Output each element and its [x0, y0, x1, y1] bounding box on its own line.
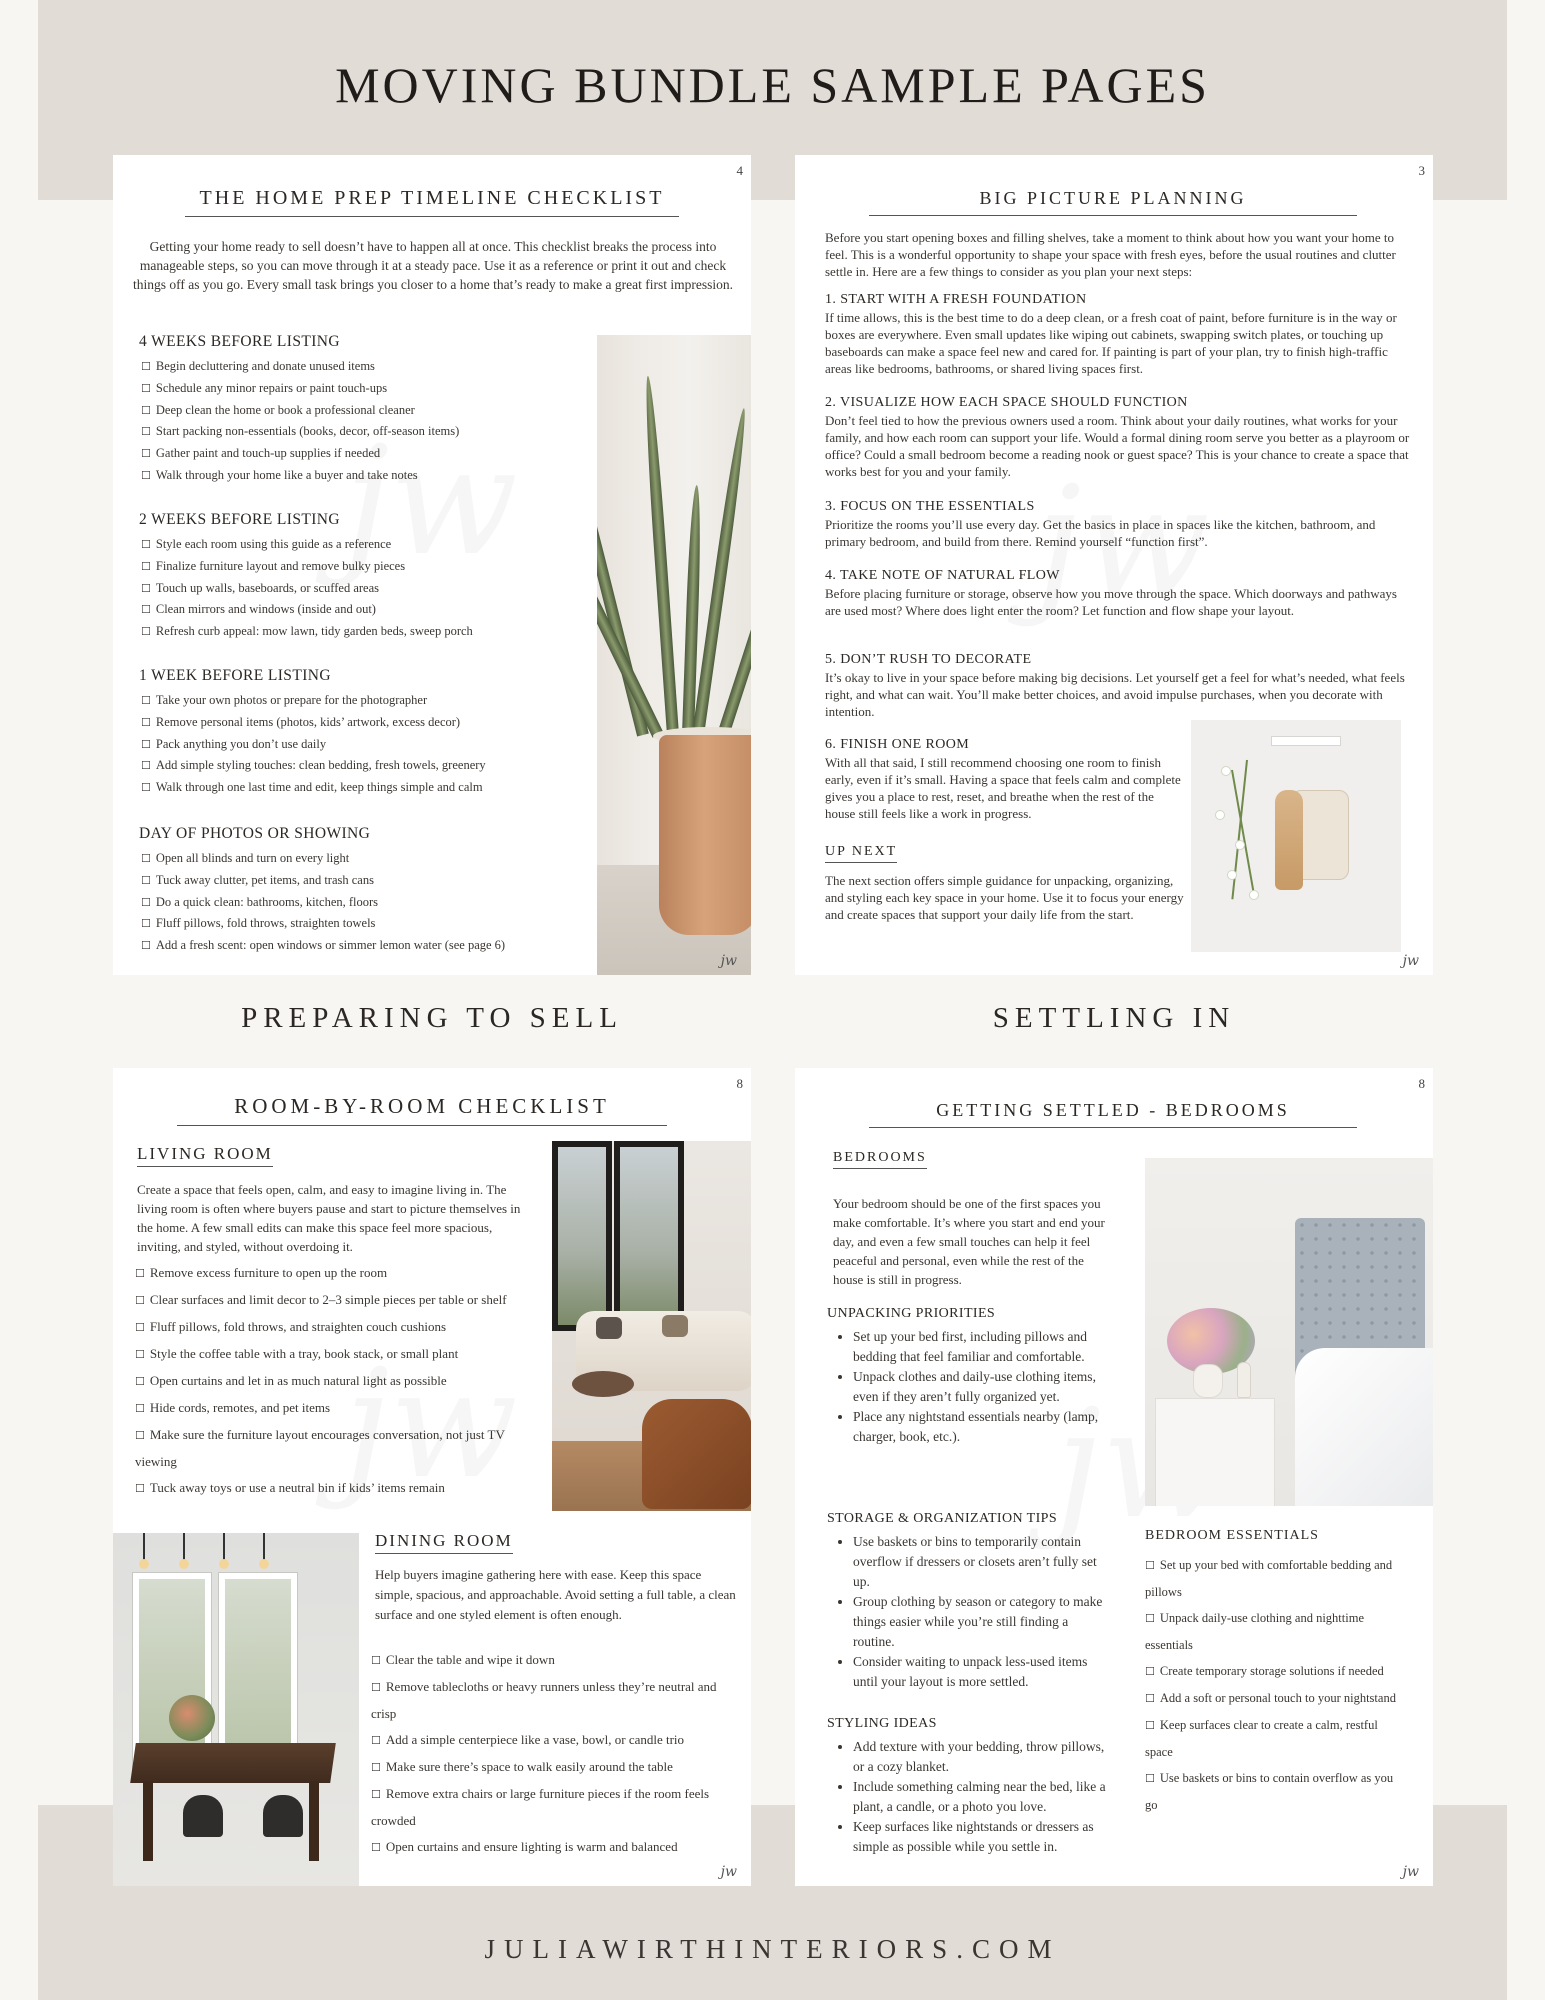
- living-room-intro: Create a space that feels open, calm, and easy to imagine living in. The living room is often where buyers pause and start to picture themselves in the home. A few small edits can make this space feel more spacious, inviting, and styled, without overdoing it.: [137, 1182, 521, 1254]
- group-heading: 2 WEEKS BEFORE LISTING: [139, 511, 340, 528]
- up-next-text: The next section offers simple guidance for unpacking, organizing, and styling each key space in your home. Use it to focus your energy and create spaces that support your daily life from the start.: [825, 873, 1184, 922]
- list-item: • Unpack clothes and daily-use clothing items, even if they aren’t fully organized yet.: [853, 1367, 1112, 1407]
- checklist-item[interactable]: ☐ Refresh curb appeal: mow lawn, tidy garden beds, sweep porch: [141, 621, 473, 643]
- checklist-item[interactable]: ☐ Open all blinds and turn on every light: [141, 848, 505, 870]
- checklist-item[interactable]: ☐ Clear surfaces and limit decor to 2–3 simple pieces per table or shelf: [135, 1287, 530, 1314]
- checklist-item[interactable]: ☐ Tuck away toys or use a neutral bin if kids’ items remain: [135, 1475, 530, 1502]
- living-room-heading: LIVING ROOM: [137, 1144, 273, 1167]
- pendant-light: [263, 1533, 265, 1561]
- section-label-left: PREPARING TO SELL: [241, 1002, 623, 1034]
- section-text: Don’t feel tied to how the previous owners used a room. Think about your daily routines, what works for your family, and how each room can support your life. Would a formal dining room serve you better as a playroom or office? Could a small bedroom become a reading nook or guest space? This is your chance to create a space that works best for you and your family.: [825, 413, 1410, 479]
- flower: [1227, 870, 1237, 880]
- group-heading: 1 WEEK BEFORE LISTING: [139, 667, 331, 684]
- checklist: [135, 1260, 530, 1502]
- list-item: • Group clothing by season or category to make things easier while you’re still finding a routine.: [853, 1592, 1112, 1652]
- coffee-table: [572, 1371, 634, 1397]
- page-number: 8: [1418, 1076, 1425, 1091]
- dining-table: [130, 1743, 336, 1783]
- bedrooms-title: GETTING SETTLED - BEDROOMS: [869, 1100, 1357, 1128]
- bedrooms-heading: BEDROOMS: [833, 1150, 927, 1169]
- diffuser-bottle: [1237, 1362, 1251, 1398]
- signature: jw: [1402, 1864, 1419, 1880]
- armchair: [642, 1399, 751, 1509]
- checklist-item[interactable]: ☐ Create temporary storage solutions if needed: [1145, 1658, 1405, 1685]
- bedrooms-page: [795, 1068, 1433, 1886]
- checklist: [141, 534, 473, 643]
- dining-chair: [263, 1795, 303, 1837]
- checklist: [141, 690, 486, 799]
- dining-room-heading: DINING ROOM: [375, 1531, 513, 1554]
- checklist-item[interactable]: ☐ Add a fresh scent: open windows or simmer lemon water (see page 6): [141, 935, 505, 957]
- list-item: • Place any nightstand essentials nearby (lamp, charger, book, etc.).: [853, 1407, 1112, 1447]
- checklist-item[interactable]: ☐ Tuck away clutter, pet items, and trash cans: [141, 870, 505, 892]
- checklist-item[interactable]: ☐ Add a simple centerpiece like a vase, bowl, or candle trio: [371, 1727, 743, 1754]
- timeline-title: THE HOME PREP TIMELINE CHECKLIST: [185, 187, 679, 217]
- section-text: Prioritize the rooms you’ll use every day. Get the basics in place in spaces like the kitchen, bathroom, and primary bedroom, and build from there. Remind yourself “function first”.: [825, 517, 1376, 549]
- checklist-item[interactable]: ☐ Make sure there’s space to walk easily around the table: [371, 1754, 743, 1781]
- section-heading: 6. FINISH ONE ROOM: [825, 737, 970, 752]
- checklist-item[interactable]: ☐ Hide cords, remotes, and pet items: [135, 1395, 530, 1422]
- pendant-light: [183, 1533, 185, 1561]
- checklist-item[interactable]: ☐ Open curtains and ensure lighting is warm and balanced: [371, 1834, 743, 1861]
- checklist-item[interactable]: ☐ Remove extra chairs or large furniture pieces if the room feels crowded: [371, 1781, 743, 1834]
- room-checklist-page: [113, 1068, 751, 1886]
- living-room-photo: [552, 1141, 751, 1511]
- bullet-list: [827, 1532, 1112, 1692]
- checklist-item[interactable]: ☐ Walk through one last time and edit, keep things simple and calm: [141, 777, 486, 799]
- checklist-item[interactable]: ☐ Do a quick clean: bathrooms, kitchen, floors: [141, 892, 505, 914]
- checklist-item[interactable]: ☐ Style each room using this guide as a reference: [141, 534, 473, 556]
- pendant-light: [143, 1533, 145, 1561]
- brush: [1275, 790, 1303, 890]
- bullet-list: [827, 1327, 1112, 1447]
- duvet: [1295, 1348, 1433, 1506]
- window: [614, 1141, 684, 1331]
- checklist-item[interactable]: ☐ Begin decluttering and donate unused items: [141, 356, 459, 378]
- list-item: • Consider waiting to unpack less-used items until your layout is more settled.: [853, 1652, 1112, 1692]
- checklist: [141, 848, 505, 957]
- list-item: • Include something calming near the bed, like a plant, a candle, or a photo you love.: [853, 1777, 1112, 1817]
- signature: jw: [720, 953, 737, 969]
- pendant-light: [223, 1533, 225, 1561]
- section-text: It’s okay to live in your space before making big decisions. Let yourself get a feel for what’s needed, what feels right, and what can wait. You’ll make better choices, and avoid impulse purchases, when you decorate with intention.: [825, 670, 1405, 719]
- checklist-item[interactable]: ☐ Make sure the furniture layout encourages conversation, not just TV viewing: [135, 1422, 530, 1475]
- flower: [1235, 840, 1245, 850]
- vase: [1193, 1364, 1223, 1398]
- table-leg: [143, 1781, 153, 1861]
- section-heading: 1. START WITH A FRESH FOUNDATION: [825, 292, 1087, 307]
- checklist-item[interactable]: ☐ Add a soft or personal touch to your nightstand: [1145, 1685, 1405, 1712]
- checklist-item[interactable]: ☐ Clear the table and wipe it down: [371, 1647, 743, 1674]
- flower: [1249, 890, 1259, 900]
- section-label-right: SETTLING IN: [992, 1002, 1236, 1034]
- checklist: [371, 1647, 743, 1861]
- checklist-item[interactable]: ☐ Use baskets or bins to contain overflow as you go: [1145, 1765, 1405, 1818]
- checklist-item[interactable]: ☐ Remove tablecloths or heavy runners unless they’re neutral and crisp: [371, 1674, 743, 1727]
- section-text: With all that said, I still recommend choosing one room to finish early, even if it’s small. Having a space that feels calm and complete gives you a place to rest, reset, and breathe when the rest of the house still feels like a work in progress.: [825, 755, 1181, 821]
- list-item: • Use baskets or bins to temporarily contain overflow if dressers or closets aren’t fully set up.: [853, 1532, 1112, 1592]
- checklist-item[interactable]: ☐ Keep surfaces clear to create a calm, restful space: [1145, 1712, 1405, 1765]
- checklist-item[interactable]: ☐ Style the coffee table with a tray, book stack, or small plant: [135, 1341, 530, 1368]
- checklist-item[interactable]: ☐ Touch up walls, baseboards, or scuffed areas: [141, 578, 473, 600]
- table-leg: [309, 1781, 319, 1861]
- checklist-item[interactable]: ☐ Deep clean the home or book a professional cleaner: [141, 400, 459, 422]
- checklist-item[interactable]: ☐ Start packing non-essentials (books, decor, off-season items): [141, 421, 459, 443]
- group-heading: STORAGE & ORGANIZATION TIPS: [827, 1511, 1058, 1526]
- dining-room-photo: [113, 1533, 359, 1886]
- pillow: [596, 1317, 622, 1339]
- checklist-item[interactable]: ☐ Remove personal items (photos, kids’ artwork, excess decor): [141, 712, 486, 734]
- bedrooms-intro: Your bedroom should be one of the first spaces you make comfortable. It’s where you start and end your day, and even a few small touches can help it feel peaceful and personal, even while the rest of the house is still in progress.: [833, 1196, 1105, 1287]
- checklist-item[interactable]: ☐ Schedule any minor repairs or paint touch-ups: [141, 378, 459, 400]
- timeline-page: [113, 155, 751, 975]
- list-item: • Keep surfaces like nightstands or dressers as simple as possible while you settle in.: [853, 1817, 1112, 1857]
- checklist-item[interactable]: ☐ Remove excess furniture to open up the room: [135, 1260, 530, 1287]
- timeline-intro: Getting your home ready to sell doesn’t have to happen all at once. This checklist breaks the process into manageable steps, so you can move through it at a steady pace. Use it as a reference or print it out and check things off as you go. Every small task brings you closer to a home that’s ready to make a great first impression.: [133, 239, 733, 292]
- checklist-item[interactable]: ☐ Set up your bed with comfortable bedding and pillows: [1145, 1552, 1405, 1605]
- pillow: [662, 1315, 688, 1337]
- group-heading: UNPACKING PRIORITIES: [827, 1306, 996, 1321]
- section-heading: 2. VISUALIZE HOW EACH SPACE SHOULD FUNCTION: [825, 395, 1188, 410]
- wall-hook-rail: [1271, 736, 1341, 746]
- signature: jw: [1402, 953, 1419, 969]
- plant-leaf: [642, 375, 679, 735]
- flower: [1221, 766, 1231, 776]
- group-heading: STYLING IDEAS: [827, 1716, 937, 1731]
- bullet-list: [827, 1737, 1112, 1857]
- terracotta-pot: [659, 735, 751, 935]
- signature: jw: [720, 1864, 737, 1880]
- section-text: Before placing furniture or storage, observe how you move through the space. Which doorways and pathways are used most? Where does light enter the room? Let function and flow shape your layout.: [825, 586, 1397, 618]
- section-heading: 5. DON’T RUSH TO DECORATE: [825, 652, 1032, 667]
- checklist-item[interactable]: ☐ Fluff pillows, fold throws, straighten towels: [141, 913, 505, 935]
- planning-title: BIG PICTURE PLANNING: [869, 188, 1357, 216]
- dining-room-intro: Help buyers imagine gathering here with ease. Keep this space simple, spacious, and approachable. Avoid setting a full table, a clean surface and one styled element is often enough.: [375, 1567, 736, 1622]
- plant-photo: [597, 335, 751, 975]
- checklist-item[interactable]: ☐ Pack anything you don’t use daily: [141, 734, 486, 756]
- dining-chair: [183, 1795, 223, 1837]
- footer-url[interactable]: JULIAWIRTHINTERIORS.COM: [484, 1934, 1061, 1964]
- bedroom-photo: [1145, 1158, 1433, 1506]
- checklist-item[interactable]: ☐ Walk through your home like a buyer and take notes: [141, 465, 459, 487]
- checklist-item[interactable]: ☐ Add simple styling touches: clean bedding, fresh towels, greenery: [141, 755, 486, 777]
- checklist-item[interactable]: ☐ Fluff pillows, fold throws, and straighten couch cushions: [135, 1314, 530, 1341]
- group-heading: DAY OF PHOTOS OR SHOWING: [139, 825, 371, 842]
- page-number: 8: [736, 1076, 743, 1091]
- brush-photo: [1191, 720, 1401, 952]
- checklist-item[interactable]: ☐ Open curtains and let in as much natural light as possible: [135, 1368, 530, 1395]
- checklist-item[interactable]: ☐ Take your own photos or prepare for the photographer: [141, 690, 486, 712]
- room-checklist-title: ROOM-BY-ROOM CHECKLIST: [177, 1094, 667, 1126]
- up-next-heading: UP NEXT: [825, 844, 897, 863]
- page-title: MOVING BUNDLE SAMPLE PAGES: [335, 57, 1210, 113]
- checklist: [141, 356, 459, 487]
- flower: [1215, 810, 1225, 820]
- flower-centerpiece: [169, 1695, 215, 1741]
- nightstand: [1155, 1398, 1275, 1506]
- planning-page: [795, 155, 1433, 975]
- page-number: 4: [736, 163, 743, 178]
- planning-intro: Before you start opening boxes and filling shelves, take a moment to think about how you want your home to feel. This is a wonderful opportunity to shape your space with fresh eyes, before the usual routines and clutter settle in. Here are a few things to consider as you plan your next steps:: [825, 230, 1396, 279]
- checklist-item[interactable]: ☐ Clean mirrors and windows (inside and out): [141, 599, 473, 621]
- checklist-item[interactable]: ☐ Unpack daily-use clothing and nighttime essentials: [1145, 1605, 1405, 1658]
- list-item: • Add texture with your bedding, throw pillows, or a cozy blanket.: [853, 1737, 1112, 1777]
- section-text: If time allows, this is the best time to do a deep clean, or a fresh coat of paint, before furniture is in the way or boxes are everywhere. Even small updates like wiping out cabinets, swapping switch plates, or touching up baseboards can make a space feel new and cared for. If painting is part of your plan, try to finish high-traffic areas like bedrooms, bathrooms, or shared living spaces first.: [825, 310, 1397, 376]
- page-number: 3: [1418, 163, 1425, 178]
- essentials-heading: BEDROOM ESSENTIALS: [1145, 1528, 1319, 1543]
- section-heading: 4. TAKE NOTE OF NATURAL FLOW: [825, 568, 1060, 583]
- window: [552, 1141, 612, 1331]
- group-heading: 4 WEEKS BEFORE LISTING: [139, 333, 340, 350]
- checklist: [1145, 1552, 1405, 1818]
- checklist-item[interactable]: ☐ Gather paint and touch-up supplies if needed: [141, 443, 459, 465]
- section-heading: 3. FOCUS ON THE ESSENTIALS: [825, 499, 1035, 514]
- list-item: • Set up your bed first, including pillows and bedding that feel familiar and comfortable.: [853, 1327, 1112, 1367]
- checklist-item[interactable]: ☐ Finalize furniture layout and remove bulky pieces: [141, 556, 473, 578]
